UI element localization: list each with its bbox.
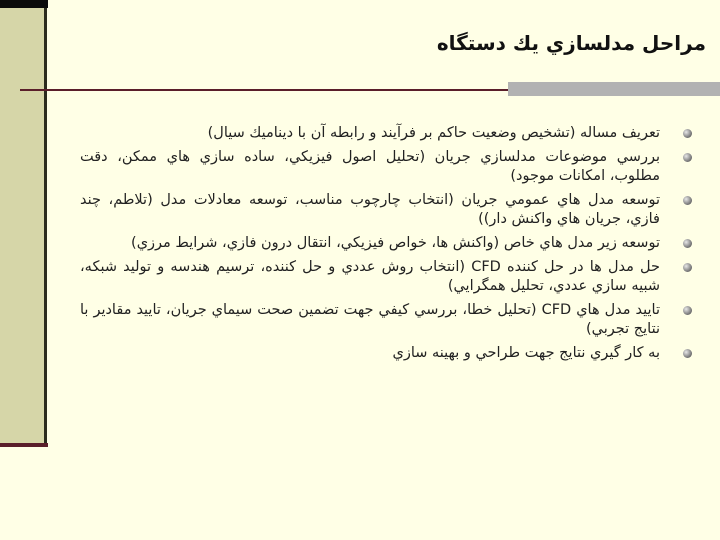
title-underline	[20, 89, 508, 91]
bullet-text: توسعه زير مدل هاي خاص (واكنش ها، خواص فيزيكي، انتقال درون فازي، شرايط مرزي)	[131, 235, 660, 251]
sphere-bullet-icon	[683, 153, 692, 162]
list-item	[80, 344, 660, 363]
sphere-bullet-icon	[683, 196, 692, 205]
title-gray-bar	[508, 82, 720, 96]
list-item	[80, 124, 660, 143]
bullet-text: تعريف مساله (تشخيص وضعيت حاكم بر فرآيند و رابطه آن با ديناميك سيال)	[207, 125, 660, 141]
list-item	[80, 148, 660, 186]
bullet-text: تاييد مدل هاي CFD (تحليل خطا، بررسي كيفي جهت تضمين صحت سيماي جريان، تاييد مقادير با نتايج تجربي)	[80, 302, 660, 337]
sphere-bullet-icon	[683, 349, 692, 358]
bullet-text: توسعه مدل هاي عمومي جريان (انتخاب چارچوب مناسب، توسعه معادلات مدل (تلاطم، چند فازي، جريان هاي واكنش دار))	[80, 192, 660, 227]
sphere-bullet-icon	[683, 306, 692, 315]
list-item	[80, 234, 660, 253]
sphere-bullet-icon	[683, 263, 692, 272]
left-decorative-strip	[0, 8, 47, 446]
top-left-dark-bar	[0, 0, 48, 8]
slide-title: مراحل مدلسازي يك دستگاه	[436, 31, 706, 55]
bullet-list	[80, 124, 660, 368]
bullet-text: بررسي موضوعات مدلسازي جريان (تحليل اصول فيزيكي، ساده سازي هاي ممكن، دقت مطلوب، امكانات موجود)	[80, 149, 660, 184]
list-item	[80, 191, 660, 229]
bullet-text: حل مدل ها در حل كننده CFD (انتخاب روش عددي و حل كننده، ترسيم هندسه و توليد شبكه، شبيه سازي عددي، تحليل همگرايي)	[80, 259, 660, 294]
list-item	[80, 301, 660, 339]
sphere-bullet-icon	[683, 129, 692, 138]
bullet-text: به كار گيري نتايج جهت طراحي و بهينه سازي	[392, 345, 660, 361]
list-item	[80, 258, 660, 296]
sphere-bullet-icon	[683, 239, 692, 248]
left-strip-bottom-accent	[0, 443, 48, 447]
